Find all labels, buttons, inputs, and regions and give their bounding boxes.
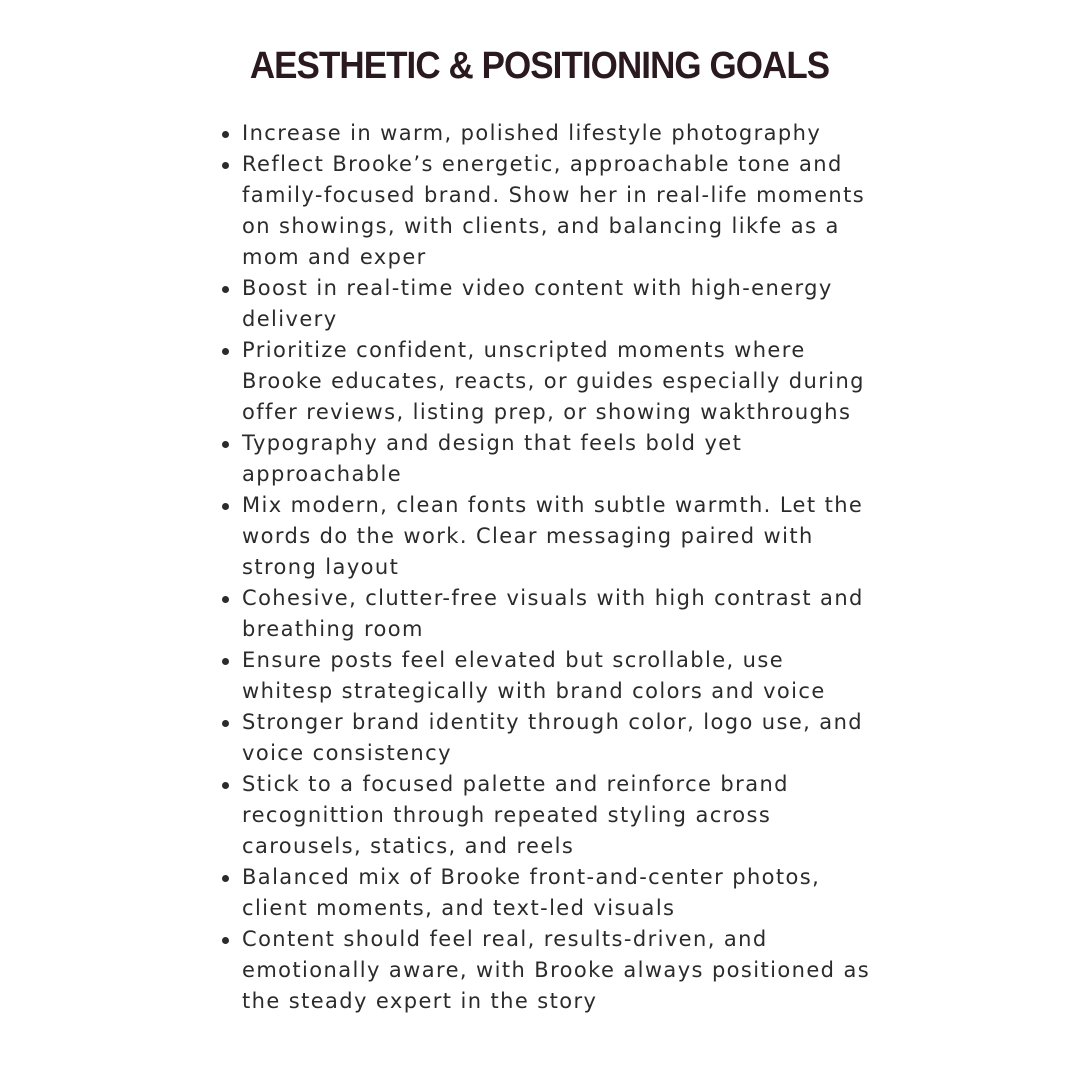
- bullet-icon: [222, 441, 229, 448]
- list-item-text: Boost in real-time video content with high-energy delivery: [242, 276, 833, 331]
- list-item-text: Cohesive, clutter-free visuals with high contrast and breathing room: [242, 586, 864, 641]
- bullet-icon: [222, 348, 229, 355]
- bullet-icon: [222, 286, 229, 293]
- bullet-icon: [222, 720, 229, 727]
- list-item-text: Typography and design that feels bold yet approachable: [242, 431, 743, 486]
- list-item: [222, 118, 882, 149]
- list-item-text: Stronger brand identity through color, logo use, and voice consistency: [242, 710, 864, 765]
- bullet-icon: [222, 875, 229, 882]
- list-item-text: Mix modern, clean fonts with subtle warmth. Let the words do the work. Clear messaging paired with strong layout: [242, 493, 864, 579]
- bullet-icon: [222, 658, 229, 665]
- list-item: [222, 645, 882, 707]
- list-item: [222, 490, 882, 583]
- page-title: AESTHETIC & POSITIONING GOALS: [249, 45, 830, 87]
- list-item: [222, 335, 882, 428]
- list-item-text: Increase in warm, polished lifestyle photography: [242, 121, 822, 145]
- list-item-text: Balanced mix of Brooke front-and-center photos, client moments, and text-led visuals: [242, 865, 821, 920]
- goals-list: [222, 118, 882, 1017]
- list-item: [222, 862, 882, 924]
- list-item: [222, 583, 882, 645]
- list-item: [222, 149, 882, 273]
- list-item: [222, 707, 882, 769]
- list-item: [222, 924, 882, 1017]
- bullet-icon: [222, 162, 229, 169]
- list-item: [222, 273, 882, 335]
- bullet-icon: [222, 131, 229, 138]
- list-item-text: Reflect Brooke’s energetic, approachable tone and family-focused brand. Show her in real-life moments on showings, with clients, and balancing likfe as a mom and exper: [242, 152, 866, 269]
- list-item-text: Content should feel real, results-driven, and emotionally aware, with Brooke always positioned as the steady expert in the story: [242, 927, 871, 1013]
- list-item: [222, 769, 882, 862]
- list-item-text: Ensure posts feel elevated but scrollable, use whitesp strategically with brand colors and voice: [242, 648, 826, 703]
- bullet-icon: [222, 596, 229, 603]
- bullet-icon: [222, 503, 229, 510]
- bullet-icon: [222, 937, 229, 944]
- list-item: [222, 428, 882, 490]
- list-item-text: Prioritize confident, unscripted moments where Brooke educates, reacts, or guides especially during offer reviews, listing prep, or showing wakthroughs: [242, 338, 865, 424]
- list-item-text: Stick to a focused palette and reinforce brand recognittion through repeated styling across carousels, statics, and reels: [242, 772, 789, 858]
- bullet-icon: [222, 782, 229, 789]
